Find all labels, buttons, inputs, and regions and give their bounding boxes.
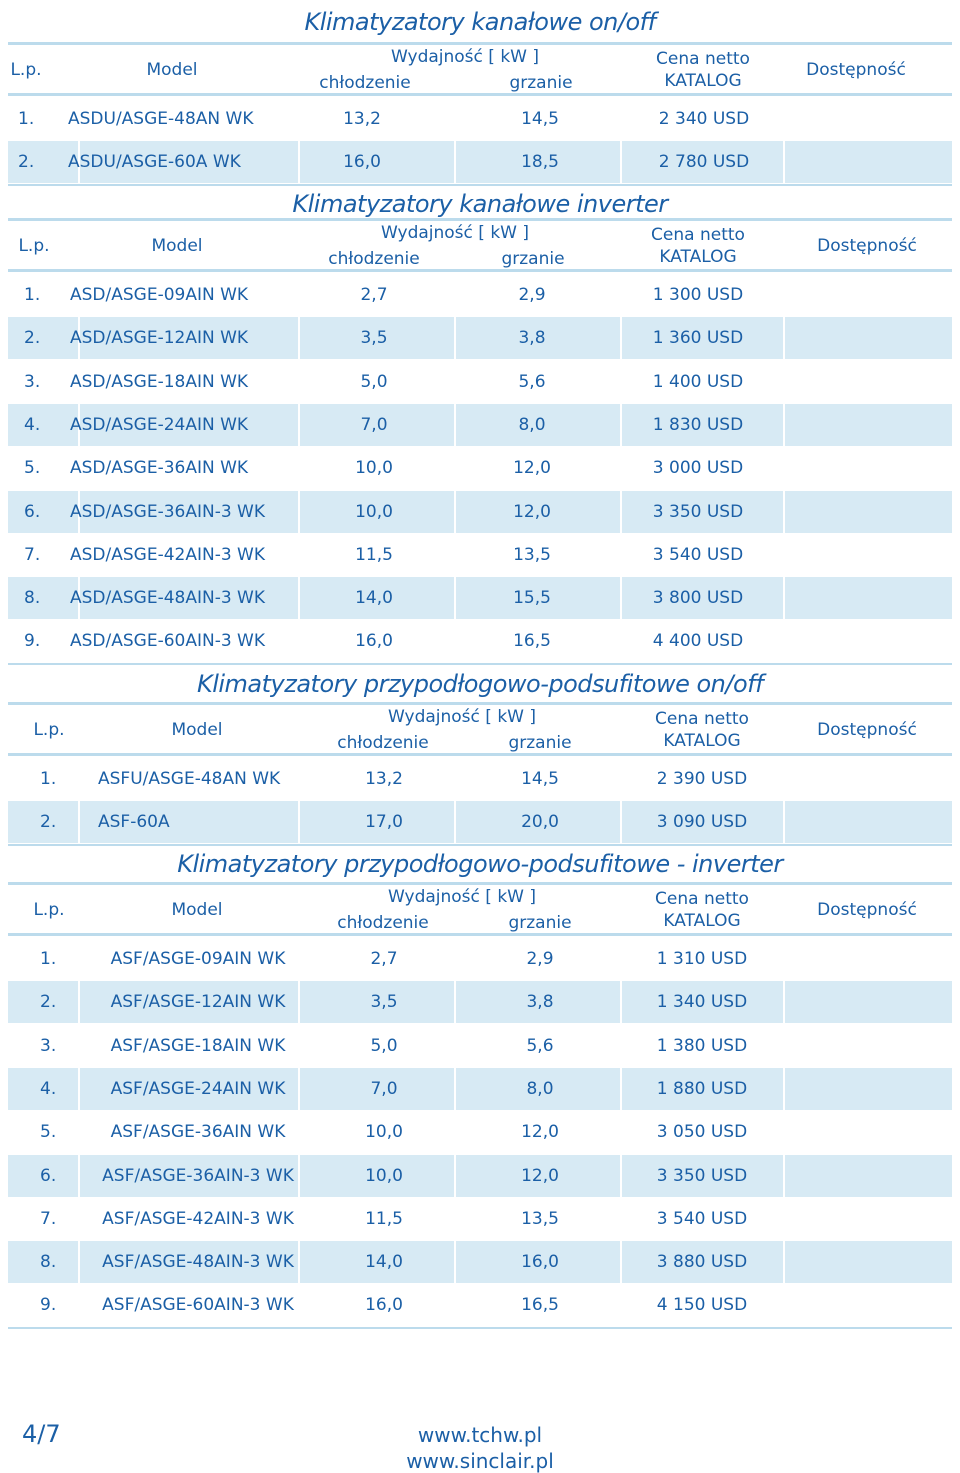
header-availability: Dostępność bbox=[817, 236, 917, 256]
column-separator bbox=[620, 274, 622, 316]
column-separator bbox=[78, 801, 80, 843]
column-separator bbox=[454, 1198, 456, 1240]
table-header bbox=[8, 42, 952, 96]
column-separator bbox=[78, 1198, 80, 1240]
row-model: ASF/ASGE-42AIN-3 WK bbox=[102, 1208, 294, 1229]
column-separator bbox=[454, 1111, 456, 1153]
row-heating: 12,0 bbox=[521, 1122, 559, 1143]
row-heating: 16,0 bbox=[521, 1252, 559, 1273]
column-separator bbox=[620, 577, 622, 619]
row-lp: 3. bbox=[40, 1035, 57, 1056]
row-cooling: 2,7 bbox=[360, 285, 388, 305]
column-separator bbox=[454, 1155, 456, 1197]
row-lp: 9. bbox=[24, 631, 41, 652]
table-row bbox=[8, 141, 952, 183]
row-heating: 3,8 bbox=[518, 328, 546, 349]
column-separator bbox=[620, 1025, 622, 1067]
column-separator bbox=[783, 981, 785, 1023]
header-availability: Dostępność bbox=[806, 60, 906, 80]
row-cooling: 10,0 bbox=[355, 501, 393, 522]
column-separator bbox=[783, 317, 785, 359]
header-rule-bottom bbox=[8, 93, 952, 96]
row-cooling: 17,0 bbox=[365, 812, 403, 833]
row-price: 2 340 USD bbox=[658, 109, 750, 129]
row-heating: 12,0 bbox=[513, 458, 551, 479]
column-separator bbox=[298, 98, 300, 140]
row-lp: 1. bbox=[40, 949, 57, 969]
table-row bbox=[8, 981, 952, 1023]
row-lp: 7. bbox=[40, 1208, 57, 1229]
row-heating: 14,5 bbox=[521, 109, 559, 129]
header-rule-top bbox=[8, 42, 952, 45]
row-lp: 2. bbox=[24, 328, 41, 349]
column-separator bbox=[298, 317, 300, 359]
column-separator bbox=[783, 1068, 785, 1110]
row-price: 1 880 USD bbox=[656, 1078, 748, 1099]
row-price: 2 780 USD bbox=[658, 152, 750, 173]
table-row bbox=[8, 938, 952, 980]
row-price: 1 360 USD bbox=[652, 328, 744, 349]
row-lp: 4. bbox=[24, 414, 41, 435]
row-heating: 8,0 bbox=[518, 414, 546, 435]
header-rule-top bbox=[8, 218, 952, 221]
column-separator bbox=[783, 938, 785, 980]
row-price: 4 400 USD bbox=[652, 631, 744, 652]
header-capacity: Wydajność [ kW ] bbox=[387, 707, 537, 727]
row-cooling: 3,5 bbox=[370, 992, 398, 1013]
column-separator bbox=[298, 1155, 300, 1197]
row-lp: 1. bbox=[24, 285, 41, 305]
table-row bbox=[8, 361, 952, 403]
row-model: ASD/ASGE-48AIN-3 WK bbox=[70, 588, 266, 609]
row-model: ASF/ASGE-18AIN WK bbox=[110, 1035, 286, 1056]
header-model: Model bbox=[171, 900, 223, 920]
header-model: Model bbox=[151, 236, 203, 256]
header-lp: L.p. bbox=[10, 60, 42, 80]
column-separator bbox=[78, 1284, 80, 1326]
row-price: 2 390 USD bbox=[656, 769, 748, 789]
row-price: 1 300 USD bbox=[652, 285, 744, 305]
column-separator bbox=[298, 141, 300, 183]
column-separator bbox=[78, 1111, 80, 1153]
footer-url-sinclair[interactable]: www.sinclair.pl bbox=[406, 1449, 554, 1473]
column-separator bbox=[454, 758, 456, 800]
row-price: 3 540 USD bbox=[656, 1208, 748, 1229]
row-heating: 3,8 bbox=[526, 992, 554, 1013]
column-separator bbox=[298, 758, 300, 800]
row-cooling: 11,5 bbox=[365, 1208, 403, 1229]
row-cooling: 10,0 bbox=[355, 458, 393, 479]
row-price: 1 400 USD bbox=[652, 371, 744, 392]
column-separator bbox=[620, 1068, 622, 1110]
section-bottom-rule bbox=[8, 1327, 952, 1329]
row-heating: 16,5 bbox=[513, 631, 551, 652]
column-separator bbox=[620, 801, 622, 843]
table-row bbox=[8, 534, 952, 576]
header-capacity: Wydajność [ kW ] bbox=[380, 223, 530, 243]
header-lp: L.p. bbox=[18, 236, 50, 256]
column-separator bbox=[298, 274, 300, 316]
header-model: Model bbox=[146, 60, 198, 80]
row-model: ASF-60A bbox=[98, 812, 170, 833]
header-availability: Dostępność bbox=[817, 720, 917, 740]
column-separator bbox=[454, 404, 456, 446]
column-separator bbox=[620, 534, 622, 576]
table-row bbox=[8, 1155, 952, 1197]
column-separator bbox=[783, 141, 785, 183]
table-row bbox=[8, 620, 952, 662]
row-price: 3 050 USD bbox=[656, 1122, 748, 1143]
column-separator bbox=[298, 1198, 300, 1240]
header-lp: L.p. bbox=[33, 720, 65, 740]
row-heating: 16,5 bbox=[521, 1295, 559, 1316]
row-model: ASD/ASGE-60AIN-3 WK bbox=[70, 631, 266, 652]
column-separator bbox=[620, 1155, 622, 1197]
row-heating: 13,5 bbox=[513, 544, 551, 565]
column-separator bbox=[783, 758, 785, 800]
column-separator bbox=[620, 447, 622, 489]
column-separator bbox=[454, 534, 456, 576]
row-heating: 8,0 bbox=[526, 1078, 554, 1099]
header-cooling: chłodzenie bbox=[337, 913, 429, 933]
column-separator bbox=[620, 404, 622, 446]
row-price: 1 830 USD bbox=[652, 414, 744, 435]
row-model: ASF/ASGE-36AIN WK bbox=[110, 1122, 286, 1143]
header-rule-top bbox=[8, 702, 952, 705]
page-number: 4/7 bbox=[22, 1420, 61, 1448]
header-price-net: Cena netto bbox=[656, 49, 750, 69]
column-separator bbox=[298, 1284, 300, 1326]
header-cooling: chłodzenie bbox=[328, 249, 420, 269]
row-lp: 2. bbox=[18, 152, 35, 173]
row-price: 4 150 USD bbox=[656, 1295, 748, 1316]
column-separator bbox=[298, 620, 300, 662]
column-separator bbox=[298, 447, 300, 489]
column-separator bbox=[78, 981, 80, 1023]
table-header bbox=[8, 702, 952, 756]
section-bottom-rule bbox=[8, 844, 952, 846]
row-lp: 9. bbox=[40, 1295, 57, 1316]
column-separator bbox=[78, 1155, 80, 1197]
section-title: Klimatyzatory przypodłogowo-podsufitowe on/off bbox=[196, 670, 764, 698]
column-separator bbox=[783, 1241, 785, 1283]
row-heating: 18,5 bbox=[521, 152, 559, 173]
row-heating: 12,0 bbox=[513, 501, 551, 522]
row-cooling: 16,0 bbox=[365, 1295, 403, 1316]
row-lp: 6. bbox=[24, 501, 41, 522]
header-price-net: Cena netto bbox=[651, 225, 745, 245]
section-bottom-rule bbox=[8, 663, 952, 665]
row-model: ASD/ASGE-42AIN-3 WK bbox=[70, 544, 266, 565]
row-price: 1 380 USD bbox=[656, 1035, 748, 1056]
row-price: 1 340 USD bbox=[656, 992, 748, 1013]
row-lp: 4. bbox=[40, 1078, 57, 1099]
section-bottom-rule bbox=[8, 184, 952, 186]
column-separator bbox=[298, 577, 300, 619]
header-heating: grzanie bbox=[508, 733, 572, 753]
header-price-net: Cena netto bbox=[655, 889, 749, 909]
column-separator bbox=[620, 317, 622, 359]
column-separator bbox=[783, 491, 785, 533]
column-separator bbox=[78, 938, 80, 980]
column-separator bbox=[454, 577, 456, 619]
column-separator bbox=[783, 801, 785, 843]
column-separator bbox=[783, 620, 785, 662]
row-model: ASF/ASGE-09AIN WK bbox=[110, 949, 286, 969]
column-separator bbox=[454, 98, 456, 140]
column-separator bbox=[454, 981, 456, 1023]
row-cooling: 14,0 bbox=[355, 588, 393, 609]
row-lp: 6. bbox=[40, 1165, 57, 1186]
column-separator bbox=[298, 491, 300, 533]
row-lp: 8. bbox=[24, 588, 41, 609]
table-row bbox=[8, 317, 952, 359]
row-lp: 2. bbox=[40, 812, 57, 833]
column-separator bbox=[454, 317, 456, 359]
row-lp: 8. bbox=[40, 1252, 57, 1273]
table-row bbox=[8, 1025, 952, 1067]
row-model: ASD/ASGE-18AIN WK bbox=[70, 371, 249, 392]
table-row bbox=[8, 758, 952, 800]
column-separator bbox=[454, 1025, 456, 1067]
row-cooling: 16,0 bbox=[355, 631, 393, 652]
column-separator bbox=[454, 1284, 456, 1326]
header-heating: grzanie bbox=[508, 913, 572, 933]
row-cooling: 7,0 bbox=[370, 1078, 398, 1099]
row-price: 3 800 USD bbox=[652, 588, 744, 609]
footer-url-tchw[interactable]: www.tchw.pl bbox=[417, 1423, 543, 1447]
column-separator bbox=[620, 1111, 622, 1153]
header-cooling: chłodzenie bbox=[319, 73, 411, 93]
table-row bbox=[8, 447, 952, 489]
row-price: 3 350 USD bbox=[656, 1165, 748, 1186]
section-title: Klimatyzatory przypodłogowo-podsufitowe - inverter bbox=[177, 850, 783, 878]
column-separator bbox=[298, 1111, 300, 1153]
column-separator bbox=[454, 1068, 456, 1110]
row-cooling: 11,5 bbox=[355, 544, 393, 565]
row-lp: 3. bbox=[24, 371, 41, 392]
header-lp: L.p. bbox=[33, 900, 65, 920]
column-separator bbox=[620, 1198, 622, 1240]
row-lp: 2. bbox=[40, 992, 57, 1013]
table-header bbox=[8, 882, 952, 936]
header-price-catalog: KATALOG bbox=[663, 911, 741, 931]
column-separator bbox=[454, 620, 456, 662]
row-heating: 2,9 bbox=[526, 949, 554, 969]
column-separator bbox=[298, 938, 300, 980]
column-separator bbox=[298, 981, 300, 1023]
row-lp: 5. bbox=[40, 1122, 57, 1143]
column-separator bbox=[78, 758, 80, 800]
header-rule-bottom bbox=[8, 269, 952, 272]
row-model: ASD/ASGE-12AIN WK bbox=[70, 328, 249, 349]
row-model: ASDU/ASGE-60A WK bbox=[68, 152, 241, 173]
row-cooling: 3,5 bbox=[360, 328, 388, 349]
header-rule-top bbox=[8, 882, 952, 885]
column-separator bbox=[620, 1284, 622, 1326]
column-separator bbox=[620, 141, 622, 183]
column-separator bbox=[298, 801, 300, 843]
header-price-net: Cena netto bbox=[655, 709, 749, 729]
column-separator bbox=[620, 1241, 622, 1283]
row-lp: 1. bbox=[18, 109, 35, 129]
column-separator bbox=[454, 938, 456, 980]
table-header bbox=[8, 218, 952, 272]
row-model: ASD/ASGE-36AIN-3 WK bbox=[70, 501, 266, 522]
column-separator bbox=[298, 1068, 300, 1110]
column-separator bbox=[620, 98, 622, 140]
table-row bbox=[8, 577, 952, 619]
column-separator bbox=[78, 1241, 80, 1283]
column-separator bbox=[298, 404, 300, 446]
table-row bbox=[8, 98, 952, 140]
header-price-catalog: KATALOG bbox=[659, 247, 737, 267]
row-cooling: 16,0 bbox=[343, 152, 381, 173]
row-model: ASF/ASGE-48AIN-3 WK bbox=[102, 1252, 294, 1273]
column-separator bbox=[620, 491, 622, 533]
row-cooling: 13,2 bbox=[365, 769, 403, 789]
column-separator bbox=[783, 1284, 785, 1326]
column-separator bbox=[620, 981, 622, 1023]
row-cooling: 5,0 bbox=[360, 371, 388, 392]
table-row bbox=[8, 404, 952, 446]
column-separator bbox=[620, 938, 622, 980]
row-price: 3 540 USD bbox=[652, 544, 744, 565]
row-price: 3 090 USD bbox=[656, 812, 748, 833]
header-heating: grzanie bbox=[501, 249, 565, 269]
row-model: ASD/ASGE-24AIN WK bbox=[70, 414, 249, 435]
row-model: ASF/ASGE-36AIN-3 WK bbox=[102, 1165, 294, 1186]
column-separator bbox=[298, 361, 300, 403]
column-separator bbox=[783, 361, 785, 403]
row-cooling: 10,0 bbox=[365, 1122, 403, 1143]
column-separator bbox=[783, 577, 785, 619]
row-lp: 5. bbox=[24, 458, 41, 479]
column-separator bbox=[78, 1068, 80, 1110]
table-row bbox=[8, 1111, 952, 1153]
row-model: ASDU/ASGE-48AN WK bbox=[68, 109, 254, 129]
row-cooling: 13,2 bbox=[343, 109, 381, 129]
row-heating: 20,0 bbox=[521, 812, 559, 833]
column-separator bbox=[783, 98, 785, 140]
column-separator bbox=[454, 491, 456, 533]
row-cooling: 10,0 bbox=[365, 1165, 403, 1186]
row-heating: 5,6 bbox=[526, 1035, 554, 1056]
column-separator bbox=[454, 1241, 456, 1283]
row-model: ASF/ASGE-60AIN-3 WK bbox=[102, 1295, 294, 1316]
column-separator bbox=[454, 141, 456, 183]
row-price: 3 350 USD bbox=[652, 501, 744, 522]
column-separator bbox=[454, 274, 456, 316]
table-row bbox=[8, 801, 952, 843]
section-title: Klimatyzatory kanałowe on/off bbox=[304, 8, 656, 36]
header-rule-bottom bbox=[8, 753, 952, 756]
row-cooling: 5,0 bbox=[370, 1035, 398, 1056]
header-rule-bottom bbox=[8, 933, 952, 936]
row-model: ASFU/ASGE-48AN WK bbox=[98, 769, 281, 789]
column-separator bbox=[783, 447, 785, 489]
header-availability: Dostępność bbox=[817, 900, 917, 920]
header-capacity: Wydajność [ kW ] bbox=[387, 887, 537, 907]
row-price: 3 000 USD bbox=[652, 458, 744, 479]
row-heating: 13,5 bbox=[521, 1208, 559, 1229]
table-row bbox=[8, 1068, 952, 1110]
column-separator bbox=[783, 1198, 785, 1240]
column-separator bbox=[454, 361, 456, 403]
section-title: Klimatyzatory kanałowe inverter bbox=[292, 190, 668, 218]
row-heating: 5,6 bbox=[518, 371, 546, 392]
table-row bbox=[8, 274, 952, 316]
row-model: ASD/ASGE-09AIN WK bbox=[70, 285, 249, 305]
header-cooling: chłodzenie bbox=[337, 733, 429, 753]
row-model: ASF/ASGE-12AIN WK bbox=[110, 992, 286, 1013]
column-separator bbox=[783, 274, 785, 316]
column-separator bbox=[783, 1025, 785, 1067]
column-separator bbox=[298, 1241, 300, 1283]
column-separator bbox=[298, 534, 300, 576]
row-model: ASD/ASGE-36AIN WK bbox=[70, 458, 249, 479]
column-separator bbox=[783, 1155, 785, 1197]
column-separator bbox=[783, 534, 785, 576]
row-model: ASF/ASGE-24AIN WK bbox=[110, 1078, 286, 1099]
table-row bbox=[8, 1284, 952, 1326]
table-row bbox=[8, 491, 952, 533]
row-lp: 7. bbox=[24, 544, 41, 565]
column-separator bbox=[454, 447, 456, 489]
column-separator bbox=[620, 361, 622, 403]
header-model: Model bbox=[171, 720, 223, 740]
header-price-catalog: KATALOG bbox=[663, 731, 741, 751]
header-price-catalog: KATALOG bbox=[664, 71, 742, 91]
row-price: 1 310 USD bbox=[656, 949, 748, 969]
column-separator bbox=[620, 758, 622, 800]
header-heating: grzanie bbox=[509, 73, 573, 93]
column-separator bbox=[454, 801, 456, 843]
row-heating: 2,9 bbox=[518, 285, 546, 305]
row-cooling: 7,0 bbox=[360, 414, 388, 435]
row-heating: 14,5 bbox=[521, 769, 559, 789]
header-capacity: Wydajność [ kW ] bbox=[390, 47, 540, 67]
column-separator bbox=[783, 404, 785, 446]
row-heating: 12,0 bbox=[521, 1165, 559, 1186]
column-separator bbox=[78, 1025, 80, 1067]
row-cooling: 2,7 bbox=[370, 949, 398, 969]
row-heating: 15,5 bbox=[513, 588, 551, 609]
row-price: 3 880 USD bbox=[656, 1252, 748, 1273]
column-separator bbox=[298, 1025, 300, 1067]
table-row bbox=[8, 1198, 952, 1240]
column-separator bbox=[783, 1111, 785, 1153]
row-lp: 1. bbox=[40, 769, 57, 789]
column-separator bbox=[620, 620, 622, 662]
table-row bbox=[8, 1241, 952, 1283]
row-cooling: 14,0 bbox=[365, 1252, 403, 1273]
